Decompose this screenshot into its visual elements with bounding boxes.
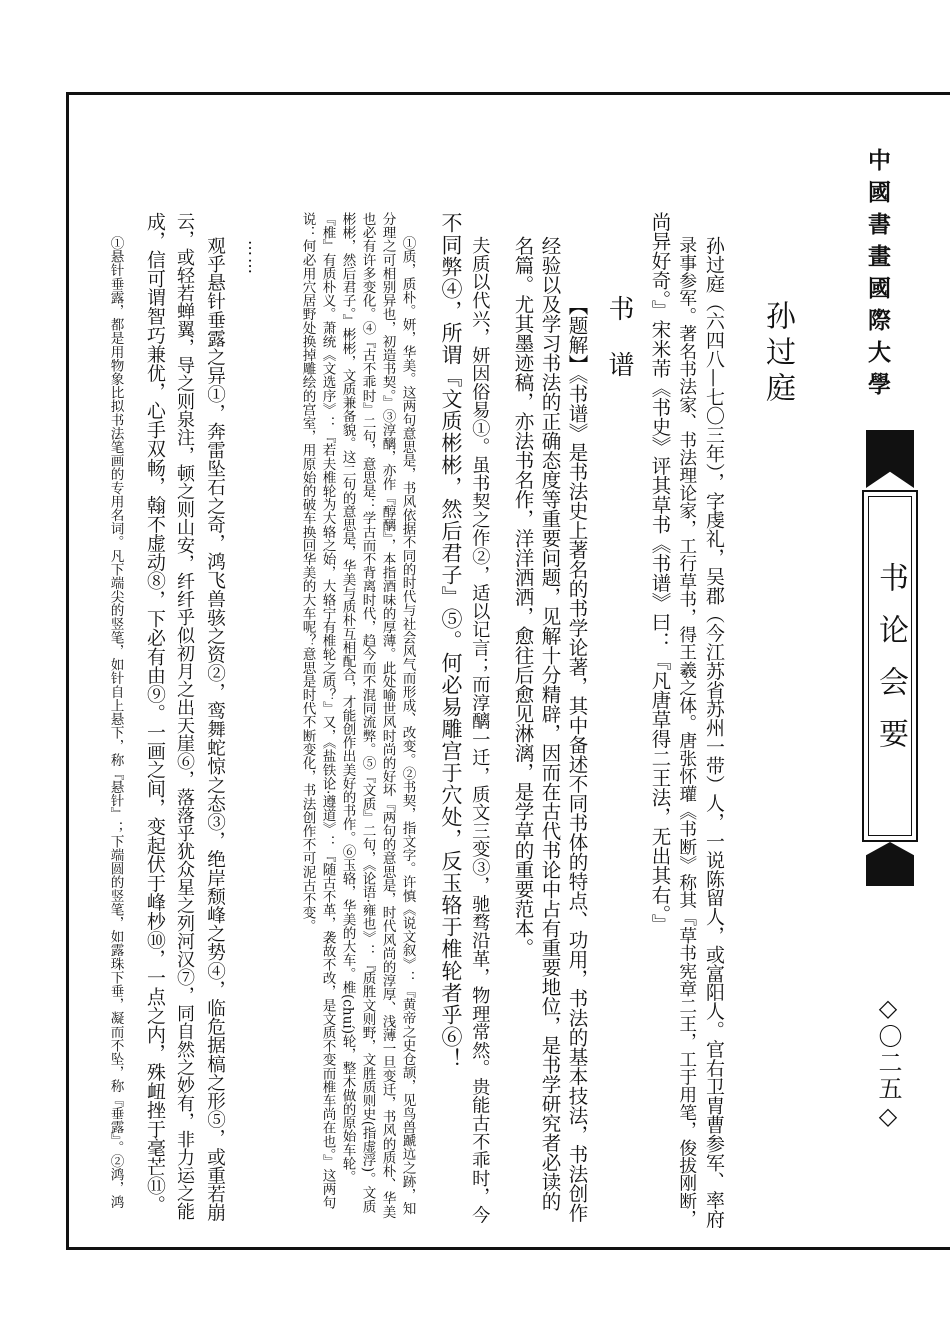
- main-text-line: 成，信可谓智巧兼优，心手双畅，翰不虚动⑧，下必有由⑨。一画之间，变起伏于峰杪⑩，一点之内，殊衄挫于毫芒⑪。: [143, 212, 166, 1214]
- article-title: 孙过庭: [760, 300, 795, 408]
- bio-line: 尚异好奇。』宋米芾《书史》评其草书《书谱》曰：『凡唐草得二王法，无出其右。』: [648, 212, 672, 934]
- intro-line: 【题解】《书谱》是书法史上著名的书学论著，其中备述不同书体的特点、功用，书法的基本技法，书法创作: [565, 296, 589, 1223]
- main-text-line: 夫质以代兴，妍因俗易①。虽书契之作②，适以记言；而淳醨一迁，质文三变③，驰骛沿革，物理常然。贵能古不乖时，今: [469, 236, 491, 1224]
- note-line: 分理之可相别异也，初造书契。』③淳醨，亦作『醇醨』，本指酒味的厚薄。此处喻世风时尚的好坏『两句的意思是，时代风尚的淳厚、浅薄一旦变迁，书风的质朴、华美: [379, 212, 396, 1219]
- page-number: ◇〇二五◇: [874, 994, 902, 1132]
- book-title-cartouche: [862, 490, 918, 842]
- bio-line: 孙过庭（六四八—七〇三年），字虔礼，吴郡（今江苏省苏州一带）人，一说陈留人，或富阳人。官右卫胄曹参军、率府: [702, 236, 725, 1229]
- note-line: 说：何必用穴居野处换掉雕绘的宫室，用原始的破车换回华美的大车呢？意思是时代不断变化，书法创作不可泥古不变。: [299, 212, 316, 933]
- note-line: 『椎』有质朴义。萧统《文选序》：『若夫椎轮为大辂之始，大辂宁有椎轮之质？』又，《盐铁论·遵道》：『随古不革，袭故不改，是文质不变而椎车尚在也。』这两句: [319, 212, 336, 1210]
- university-label: 中國書畫國際大學: [864, 148, 891, 404]
- note-line: 彬彬，然后君子。』彬彬，文质兼备貌。这二句的意思是，华美与质朴互相配合，才能创作出美好的书作。⑥玉辂，华美的大车。椎(chuí)轮，整木做的原始车轮。: [339, 212, 356, 1184]
- intro-line: 经验以及学习书法的正确态度等重要问题，见解十分精辟，因而在古代书论中占有重要地位，是书学研究者必读的: [538, 236, 562, 1211]
- main-text-line: 观乎悬针垂露之异①，奔雷坠石之奇，鸿飞兽骇之资②，鸾舞蛇惊之态③，绝岸颓峰之势④，临危据槁之形⑤，或重若崩: [204, 236, 226, 1222]
- cartouche-inner-border: [868, 496, 912, 836]
- intro-line: 名篇。尤其墨迹稿，亦法书名作，洋洋洒洒，愈往后愈见淋漓，是学草的重要范本。: [511, 236, 535, 958]
- section-title: 书谱: [604, 295, 634, 407]
- main-text-line: 云，或轻若蝉翼，导之则泉注，顿之则山安，纤纤乎似初月之出天崖⑥，落落乎犹众星之列河汉⑦，同自然之妙有，非力运之能: [174, 212, 195, 1220]
- book-title: 书论会要: [873, 562, 908, 770]
- bio-line: 录事参军。著名书法家、书法理论家，工行草书，得王羲之体。唐张怀瓘《书断》称其『草书宪章二王，工于用笔，俊拔刚断，: [676, 236, 697, 1228]
- note-line: 也必有许多变化。④『古不乖时』二句，意思是：学古而不背离时代，趋今而不混同流弊。⑤『文质』二句，《论语·雍也》：『质胜文则野，文胜质则史(指虚浮)。文质: [359, 212, 376, 1213]
- note-line: ①质，质朴。妍，华美。这两句意思是，书风依据不同的时代与社会风气而形成、改变。②书契，指文字。许慎《说文叙》：『黄帝之史仓颉，见鸟兽蹏迒之跡，知: [399, 236, 416, 1216]
- note-line: ①悬针垂露，都是用物象比拟书法笔画的专用名词。凡下端尖的竖笔，如针自上悬下，称『悬针』；下端圆的竖笔，如露珠下垂，凝而不坠，称『垂露』。②鸿，鸿: [107, 236, 124, 1209]
- main-text-line: 不同弊④，所谓『文质彬彬，然后君子』⑤。何必易雕宫于穴处，反玉辂于椎轮者乎⑥！: [439, 212, 463, 1070]
- ellipsis: ……: [245, 240, 264, 276]
- page-frame: [66, 92, 950, 1250]
